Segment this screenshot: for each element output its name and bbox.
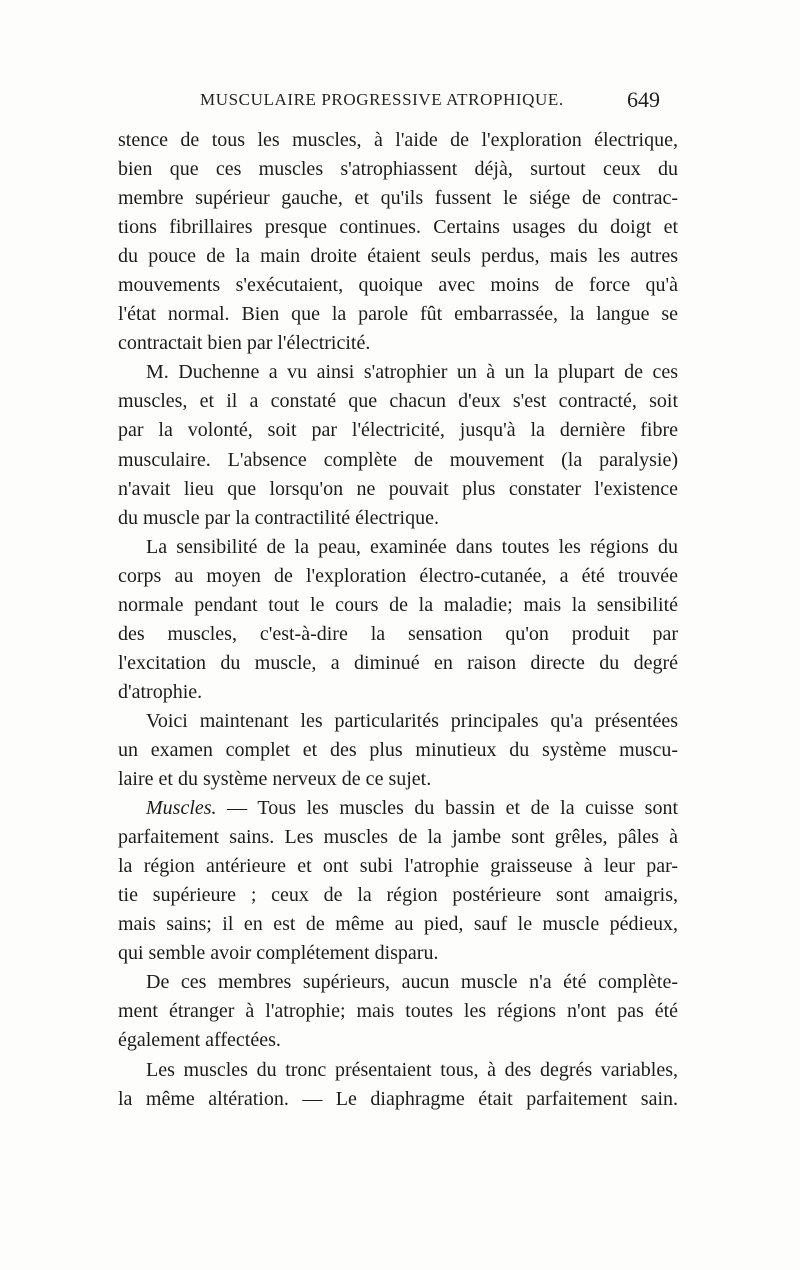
text-line: la région antérieure et ont subi l'atrophie graisseuse à leur par-	[118, 855, 678, 878]
text-line: par la volonté, soit par l'électricité, jusqu'à la dernière fibre	[118, 419, 678, 442]
text-line: la même altération. — Le diaphragme était parfaitement sain.	[118, 1087, 678, 1110]
text-line: du pouce de la main droite étaient seuls perdus, mais les autres	[118, 245, 678, 268]
text-line: n'avait lieu que lorsqu'on ne pouvait plus constater l'existence	[118, 477, 678, 500]
text-line: également affectées.	[118, 1029, 281, 1052]
text-line	[118, 794, 678, 823]
text-line: un examen complet et des plus minutieux du système muscu-	[118, 738, 678, 761]
text-line: bien que ces muscles s'atrophiassent déjà, surtout ceux du	[118, 158, 678, 181]
text-line: De ces membres supérieurs, aucun muscle n'a été complète-	[146, 971, 678, 994]
text-line: membre supérieur gauche, et qu'ils fussent le siége de contrac-	[118, 187, 678, 210]
text-line: contractait bien par l'électricité.	[118, 332, 371, 355]
section-heading-muscles: Muscles.	[146, 797, 217, 820]
text-line: parfaitement sains. Les muscles de la jambe sont grêles, pâles à	[118, 826, 678, 849]
text-line: M. Duchenne a vu ainsi s'atrophier un à un la plupart de ces	[146, 361, 678, 384]
text-line: musculaire. L'absence complète de mouvement (la paralysie)	[118, 448, 678, 471]
text-line: l'état normal. Bien que la parole fût embarrassée, la langue se	[118, 303, 678, 326]
page-number: 649	[627, 87, 660, 112]
text-line: muscles, et il a constaté que chacun d'eux s'est contracté, soit	[118, 390, 678, 413]
text-line: Voici maintenant les particularités principales qu'a présentées	[146, 709, 678, 732]
text-line-continuation: — Tous les muscles du bassin et de la cuisse sont	[216, 797, 678, 820]
running-title: MUSCULAIRE PROGRESSIVE ATROPHIQUE.	[200, 90, 564, 109]
text-line: mouvements s'exécutaient, quoique avec moins de force qu'à	[118, 274, 678, 297]
text-line: laire et du système nerveux de ce sujet.	[118, 768, 432, 791]
text-line: tions fibrillaires presque continues. Certains usages du doigt et	[118, 216, 678, 239]
text-line: corps au moyen de l'exploration électro-cutanée, a été trouvée	[118, 564, 678, 587]
text-line: des muscles, c'est-à-dire la sensation qu'on produit par	[118, 622, 678, 645]
text-line: stence de tous les muscles, à l'aide de l'exploration électrique,	[118, 129, 678, 151]
text-line: ment étranger à l'atrophie; mais toutes les régions n'ont pas été	[118, 1000, 678, 1023]
text-line: du muscle par la contractilité électrique.	[118, 506, 439, 529]
text-line: La sensibilité de la peau, examinée dans toutes les régions du	[146, 535, 678, 558]
text-line: mais sains; il en est de même au pied, sauf le muscle pédieux,	[118, 913, 678, 936]
body-text	[118, 126, 678, 1114]
running-head	[200, 87, 660, 120]
text-line: d'atrophie.	[118, 680, 203, 703]
text-line: tie supérieure ; ceux de la région postérieure sont amaigris,	[118, 884, 678, 907]
text-line: l'excitation du muscle, a diminué en raison directe du degré	[118, 651, 678, 674]
text-line: Les muscles du tronc présentaient tous, à des degrés variables,	[146, 1058, 678, 1081]
text-line: normale pendant tout le cours de la maladie; mais la sensibilité	[118, 593, 678, 616]
text-line: qui semble avoir complétement disparu.	[118, 942, 439, 965]
